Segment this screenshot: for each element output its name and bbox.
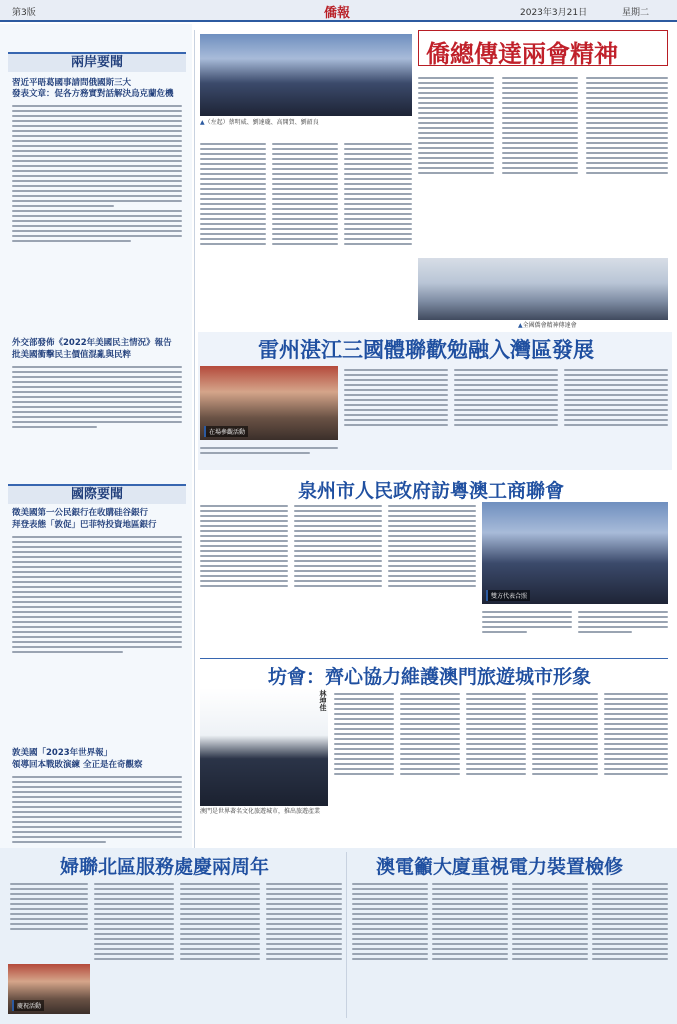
issue-date: 2023年3月21日 bbox=[520, 8, 588, 18]
power-headline[interactable]: 澳電籲大廈重視電力裝置檢修 bbox=[376, 856, 624, 878]
lead-body-col1 bbox=[200, 140, 266, 325]
lead-body-col4 bbox=[418, 74, 494, 252]
zhanjiang-body-col1 bbox=[344, 366, 448, 468]
story4-title[interactable]: 敦美國「2023年世界報」 bbox=[12, 748, 113, 758]
fangzhou-headline[interactable]: 坊會：齊心協力維護澳門旅遊城市形象 bbox=[268, 666, 592, 688]
lead-photo2-caption: ▲全國僑會精神傳達會 bbox=[518, 322, 577, 329]
zhanjiang-photo-tag: 在場參觀活動 bbox=[204, 426, 248, 437]
fangzhou-portrait-name: 林坤佳 bbox=[319, 690, 327, 711]
quanzhou-headline[interactable]: 泉州市人民政府訪粵澳工商聯會 bbox=[298, 480, 565, 502]
fangzhou-portrait[interactable] bbox=[200, 688, 328, 806]
quanzhou-body-col3 bbox=[388, 502, 476, 650]
page-header bbox=[0, 0, 677, 22]
story2-title[interactable]: 外交部發佈《2022年美國民主情況》報告 bbox=[12, 338, 172, 348]
fangzhou-body-col2 bbox=[400, 690, 460, 840]
zhanjiang-body-col3 bbox=[564, 366, 668, 468]
story2-subtitle: 批美國衝擊民主價值混亂與民粹 bbox=[12, 350, 132, 360]
lead-body-col2 bbox=[272, 140, 338, 325]
section-title-cross-strait: 兩岸要聞 bbox=[8, 52, 186, 72]
fangzhou-body-col3 bbox=[466, 690, 526, 840]
story1-title[interactable]: 習近平晤葛國事請問俄國斯三大 bbox=[12, 78, 132, 88]
bottom-divider bbox=[346, 852, 347, 1018]
power-body-col4 bbox=[592, 880, 668, 1016]
quanzhou-body-col2 bbox=[294, 502, 382, 650]
story4-subtitle: 領導回本戰敗演練 全正是在奇觀察 bbox=[12, 760, 143, 770]
zhanjiang-body-col2 bbox=[454, 366, 558, 468]
quanzhou-body-col5 bbox=[578, 608, 668, 652]
story3-body bbox=[12, 533, 182, 741]
lead-photo-caption: ▲（左起）蔡明威、劉達瓏、高開賀、劉韶良 bbox=[200, 119, 319, 126]
fangzhou-body-col1 bbox=[334, 690, 394, 840]
story3-title[interactable]: 徵美國第一公民銀行在收購硅谷銀行 bbox=[12, 508, 149, 518]
story2-body bbox=[12, 363, 182, 473]
quanzhou-body-col4 bbox=[482, 608, 572, 652]
quanzhou-photo-tag: 雙方代表合照 bbox=[486, 590, 530, 601]
lead-photo[interactable] bbox=[200, 34, 412, 116]
lead-headline[interactable]: 僑總傳達兩會精神 bbox=[426, 39, 618, 68]
lead-body-col3 bbox=[344, 140, 412, 325]
section-divider bbox=[200, 658, 668, 659]
zhanjiang-caption bbox=[200, 444, 338, 468]
quanzhou-photo[interactable] bbox=[482, 502, 668, 604]
story3-subtitle: 拜登表態「敦促」巴菲特投資地區銀行 bbox=[12, 520, 157, 530]
fangzhou-body-col5 bbox=[604, 690, 668, 840]
women-photo-tag: 慶祝活動 bbox=[12, 1000, 44, 1011]
fangzhou-body-col4 bbox=[532, 690, 598, 840]
power-body-col2 bbox=[432, 880, 508, 1016]
zhanjiang-photo[interactable] bbox=[200, 366, 338, 440]
story1-body bbox=[12, 102, 182, 330]
zhanjiang-headline[interactable]: 雷州湛江三國體聯歡勉融入灣區發展 bbox=[258, 337, 594, 362]
women-body-col1 bbox=[10, 880, 88, 962]
lead-body-col6 bbox=[586, 74, 668, 252]
section-title-international: 國際要聞 bbox=[8, 484, 186, 504]
page-number: 第3版 bbox=[12, 8, 36, 18]
women-body-col3 bbox=[180, 880, 260, 1016]
power-body-col3 bbox=[512, 880, 588, 1016]
women-body-col4 bbox=[266, 880, 342, 1016]
fangzhou-portrait-caption: 澳門是世界著名文化旅遊城市，推出旅遊產業 bbox=[200, 808, 321, 815]
women-headline[interactable]: 婦聯北區服務處慶兩周年 bbox=[60, 856, 270, 878]
column-divider bbox=[194, 30, 195, 920]
newspaper-logo: 僑報 bbox=[324, 6, 351, 21]
power-body-col1 bbox=[352, 880, 428, 1016]
issue-weekday: 星期二 bbox=[622, 8, 650, 18]
story1-subtitle: 發表文章：促各方務實對話解決烏克蘭危機 bbox=[12, 89, 174, 99]
quanzhou-body-col1 bbox=[200, 502, 288, 650]
women-photo[interactable] bbox=[8, 964, 90, 1014]
lead-photo-2[interactable] bbox=[418, 258, 668, 320]
lead-body-col5 bbox=[502, 74, 578, 252]
women-body-col2 bbox=[94, 880, 174, 1016]
